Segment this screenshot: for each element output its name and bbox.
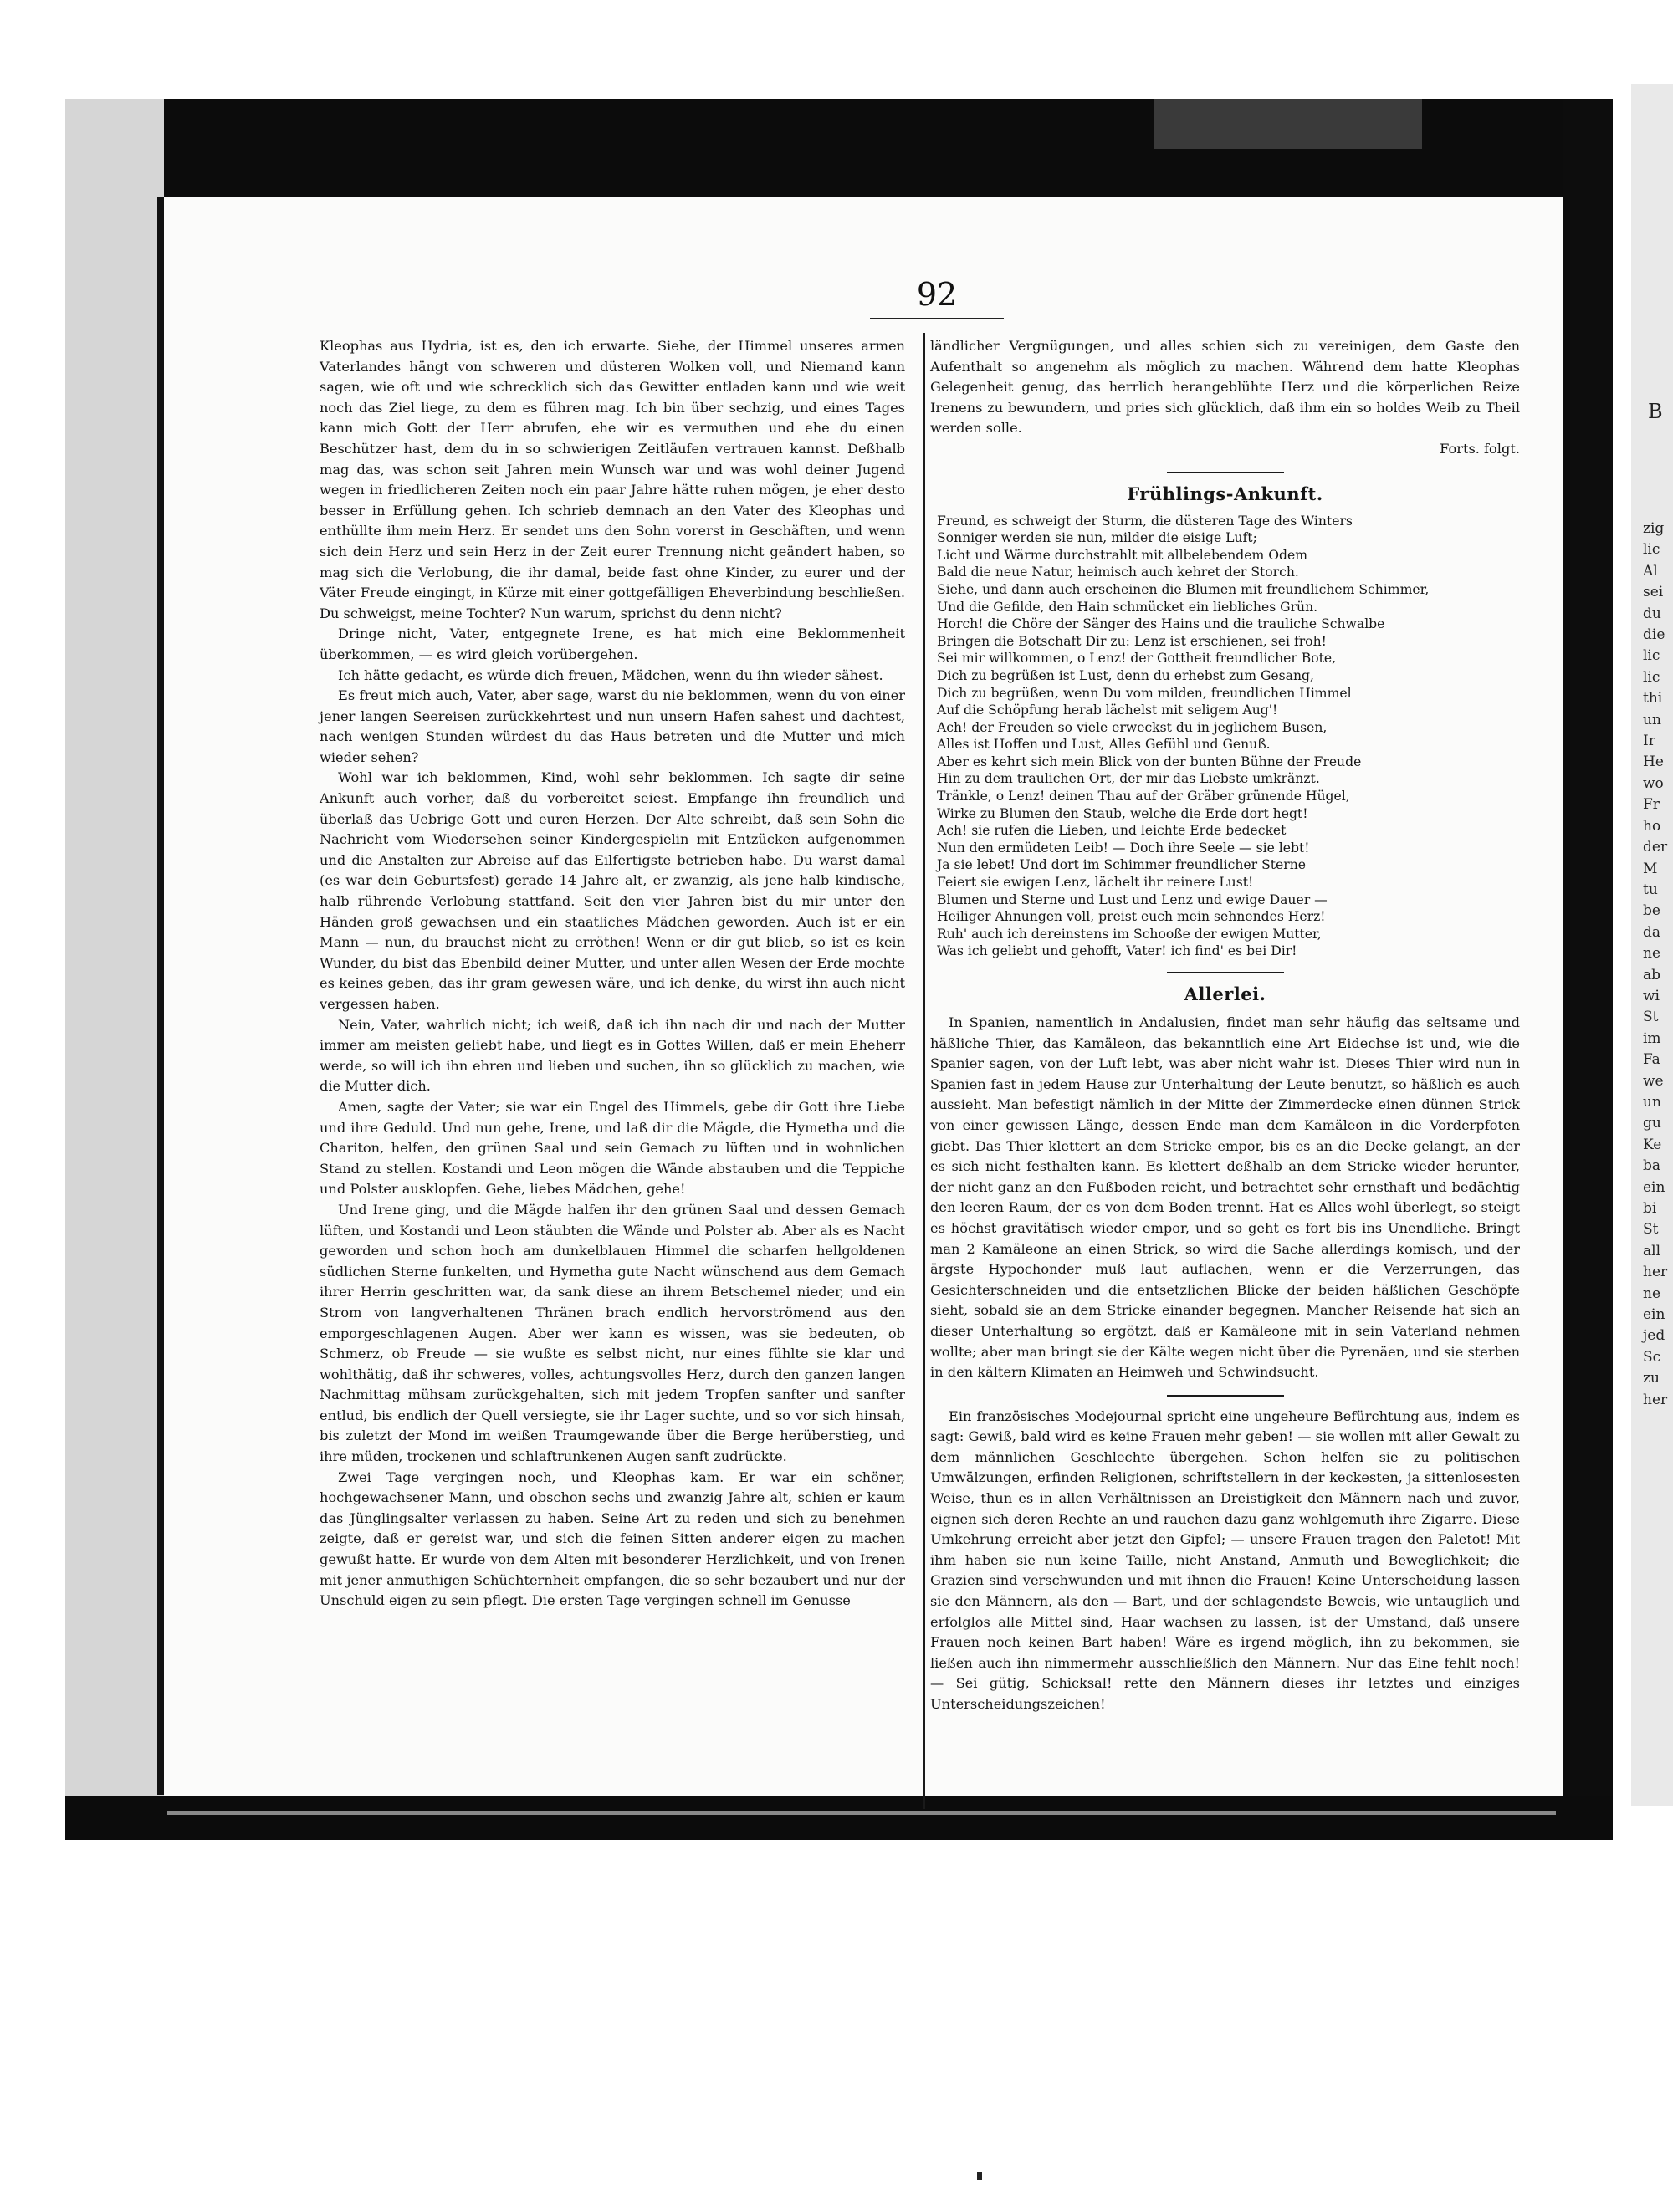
fragment-line: tu [1643,881,1658,898]
next-page-text-fragment [1643,519,1673,1411]
paragraph: ländlicher Vergnügungen, und alles schien sich zu vereinigen, dem Gaste den Aufenthalt so angenehm als möglich zu machen. Während dem hatte Kleophas Gelegenheit genug, das herrlich herangeblühte Herz und die körperlichen Reize Irenens zu bewundern, und pries sich glücklich, daß ihm ein so holdes Weib zu Theil werden solle. [930,338,1520,437]
poem-line: Was ich geliebt und gehofft, Vater! ich find' es bei Dir! [937,943,1297,959]
section-divider [1167,972,1284,973]
miscellany-title: Allerlei. [1184,983,1266,1004]
fragment-line: wo [1643,774,1664,792]
scan-border-top-shade [1154,99,1422,149]
fragment-line: Ir [1643,733,1655,750]
poem-line: Nun den ermüdeten Leib! — Doch ihre Seele — sie lebt! [937,840,1310,856]
page-left-edge [157,197,164,1795]
fragment-line: Ke [1643,1136,1662,1153]
paragraph: Und Irene ging, und die Mägde halfen ihr den grünen Saal und dessen Gemach lüften, und Kostandi und Leon stäubten die Wände und Polster ab. Aber als es Nacht geworden und schon hoch am dunkelblauen Himmel die scharfen hellgoldenen südlichen Sterne funkelten, und Hymetha gute Nacht wünschend aus dem Gemach ihrer Herrin geschritten war, da sank diese an ihrem Betschemel nieder, und ein Strom von langverhaltenen Thränen brach endlich hervorströmend aus den emporgeschlagenen Augen. Aber wer kann es wissen, was sie bedeuten, ob Schmerz, ob Freude — sie wußte es selbst nicht, nur eines fühlte sie klar und wohlthätig, daß ihr schweres, volles, achtungsvolles Herz, durch den ganzen langen Nachmittag mühsam zurückgehalten, sich mit jedem Tropfen sanfter und sanfter entlud, bis endlich der Quell versiegte, sie ihr Lager suchte, und so vor sich hinsah, bis zuletzt der Mond im weißen Traumgewande über die Berge herüberstieg, und ihre müden, trockenen und schlaftrunkenen Augen sanft zudrückte. [320,1201,905,1465]
poem-line: Freund, es schweigt der Sturm, die düsteren Tage des Winters [937,513,1353,529]
poem-line: Horch! die Chöre der Sänger des Hains und die trauliche Schwalbe [937,616,1385,632]
poem-line: Licht und Wärme durchstrahlt mit allbelebendem Odem [937,547,1307,563]
poem-line: Ruh' auch ich dereinstens im Schooße der ewigen Mutter, [937,926,1322,942]
poem-line: Tränkle, o Lenz! deinen Thau auf der Gräber grünende Hügel, [937,789,1350,805]
fragment-line: zig [1643,520,1665,537]
fragment-line: Sc [1643,1348,1661,1366]
fragment-line: die [1643,626,1665,644]
miscellany-text [930,1407,1520,1715]
fragment-line: ba [1643,1157,1661,1175]
paragraph: Zwei Tage vergingen noch, und Kleophas kam. Er war ein schöner, hochgewachsener Mann, und obschon sechs und zwanzig Jahre alt, schien er kaum das Jünglingsalter verlassen zu haben. Seine Art zu reden und sich zu benehmen zeigte, daß er gereist war, und sich die feinen Sitten anderer eigen zu machen gewußt hatte. Er wurde von dem Alten mit besonderer Herzlichkeit, und von Irenen mit jener anmuthigen Schüchternheit empfangen, die so sehr bezaubert und nur der Unschuld eigen zu sein pflegt. Die ersten Tage vergingen schnell im Genusse [320,1469,905,1609]
fragment-line: bi [1643,1200,1657,1217]
fragment-line: ein [1643,1178,1665,1196]
poem-line: Feiert sie ewigen Lenz, lächelt ihr reinere Lust! [937,875,1254,891]
fragment-line: da [1643,923,1661,941]
fragment-line: Fa [1643,1051,1660,1069]
fragment-line: du [1643,605,1661,622]
fragment-line: lic [1643,541,1660,559]
poem-line: Hin zu dem traulichen Ort, der mir das Liebste umkränzt. [937,771,1320,787]
paragraph: Es freut mich auch, Vater, aber sage, warst du nie beklommen, wenn du von einer jener langen Seereisen zurückkehrtest und nun unsern Hafen sahest und dachtest, nach wenigen Stunden würdest du das Haus betreten und die Mutter und mich wieder sehen? [320,687,905,765]
poem-line: Auf die Schöpfung herab lächelst mit seligem Aug'! [937,702,1278,718]
page-number: 92 [916,276,958,313]
poem-line: Heiliger Ahnungen voll, preist euch mein sehnendes Herz! [937,909,1326,925]
fragment-line: un [1643,711,1661,728]
poem-line: Siehe, und dann auch erscheinen die Blumen mit freundlichem Schimmer, [937,581,1430,597]
fragment-line: gu [1643,1115,1661,1132]
poem-line: Ach! der Freuden so viele erweckst du in jeglichem Busen, [937,719,1328,735]
miscellany-text [930,1013,1520,1383]
fragment-line: wi [1643,987,1660,1004]
fragment-line: ne [1643,945,1661,963]
poem-line: Bringen die Botschaft Dir zu: Lenz ist erschienen, sei froh! [937,633,1327,649]
paragraph: In Spanien, namentlich in Andalusien, findet man sehr häufig das seltsame und häßliche Thier, das Kamäleon, das bekanntlich eine Art Eidechse ist und, wie die Spanier sagen, von der Luft lebt, was aber nicht wahr ist. Dieses Thier wird nun in Spanien fast in jedem Hause zur Unterhaltung der Leute benutzt, so häßlich es auch aussieht. Man befestigt nämlich in der Mitte der Zimmerdecke einen dünnen Strick von einer gewissen Länge, dessen Ende man dem Kamäleon in die Vorderpfoten giebt. Das Thier klettert an dem Stricke empor, bis es an die Decke gelangt, an der es sich nicht festhalten kann. Es klettert deßhalb an dem Stricke wieder herunter, der nicht ganz an den Fußboden reicht, und betrachtet sehr ernsthaft und bedächtig den leeren Raum, der es von dem Boden trennt. Hat es Alles wohl überlegt, so steigt es höchst gravitätisch wieder empor, und so geht es fort bis ins Unendliche. Bringt man 2 Kamäleone an einen Strick, so wird die Sache allerdings komisch, und der ärgste Hypochonder muß laut auflachen, wenn er die Verzerrungen, das Gesichterschneiden und die entsetzlichen Blicke der beiden häßlichen Geschöpfe sieht, sobald sie an dem Stricke einander begegnen. Mancher Reisende hat sich an dieser Unterhaltung so ergötzt, daß er Kamäleone mit in sein Vaterland nehmen wollte; aber man bringt sie der Kälte wegen nicht über die Pyrenäen, und sie sterben in den kältern Klimaten an Heimweh und Schwindsucht. [930,1014,1520,1381]
poem-line: Und die Gefilde, den Hain schmücket ein liebliches Grün. [937,599,1318,615]
fragment-line: He [1643,754,1664,771]
paragraph: Wohl war ich beklommen, Kind, wohl sehr beklommen. Ich sagte dir seine Ankunft auch vorher, daß du vorbereitet seiest. Empfange ihn freundlich und überlaß das Uebrige Gott und euren Herzen. Der Alte schreibt, daß sein Sohn die Nachricht vom Wiedersehen seiner Kindergespielin mit Entzücken aufgenommen und die Anstalten zur Abreise auf das Eilfertigste betrieben habe. Du warst damal (es war dein Geburtsfest) gerade 14 Jahre alt, er zwanzig, als jene halb kindische, halb rührende Verlobung stattfand. Seit den vier Jahren bist du mir unter den Händen groß gewachsen und ein staatliches Mädchen geworden. Auch ist er ein Mann — nun, du brauchst nicht zu erröthen! Wenn er dir gut blieb, so ist es kein Wunder, du bist das Ebenbild deiner Mutter, und unter allen Wesen der Erde mochte es keines geben, das ihr gram gewesen wäre, und ich denke, du wirst ihn auch nicht vergessen haben. [320,769,905,1012]
poem-line: Sei mir willkommen, o Lenz! der Gottheit freundlicher Bote, [937,651,1337,667]
fragment-line: ho [1643,817,1661,835]
fragment-line: jed [1643,1327,1665,1345]
to-be-continued-note: Forts. folgt. [1440,440,1520,457]
scan-left-margin [65,99,164,1796]
paragraph: Dringe nicht, Vater, entgegnete Irene, es hat mich eine Beklommenheit überkommen, — es wird gleich vorübergehen. [320,626,905,662]
story-continuation [930,336,1520,460]
poem-line: Wirke zu Blumen den Staub, welche die Erde dort hegt! [937,805,1308,821]
paragraph: Ich hätte gedacht, es würde dich freuen, Mädchen, wenn du ihn wieder sähest. [338,667,883,683]
column-divider [923,333,925,1809]
fragment-line: un [1643,1093,1661,1111]
fragment-line: be [1643,902,1660,920]
paragraph: Amen, sagte der Vater; sie war ein Engel des Himmels, gebe dir Gott ihre Liebe und ihre Geduld. Und nun gehe, Irene, und laß dir die Mägde, die Hymetha und die Chariton, helfen, den grünen Saal und sein Gemach zu lüften und in wohnlichen Stand zu stellen. Kostandi und Leon mögen die Wände abstauben und die Teppiche und Polster ausklopfen. Gehe, liebes Mädchen, gehe! [320,1098,905,1198]
fragment-line: Al [1643,562,1658,580]
scan-border-right [1563,99,1613,1838]
paragraph: Nein, Vater, wahrlich nicht; ich weiß, daß ich ihn nach dir und nach der Mutter immer am meisten geliebt habe, und liegt es in Gottes Willen, daß er mein Eheherr werde, so will ich ihn ehren und lieben und suchen, ihn so glücklich zu machen, wie die Mutter dich. [320,1016,905,1095]
fragment-line: we [1643,1072,1664,1090]
page-number-underline [870,318,1004,319]
fragment-line: her [1643,1391,1668,1408]
poem-line: Dich zu begrüßen, wenn Du vom milden, freundlichen Himmel [937,685,1352,701]
paragraph: Kleophas aus Hydria, ist es, den ich erwarte. Siehe, der Himmel unseres armen Vaterlandes hängt von schweren und düsteren Wolken voll, und Niemand kann sagen, wie oft und wie schrecklich sich das Gewitter entladen kann und wie weit noch das Ziel liege, zu dem es führen mag. Ich bin über sechzig, und eines Tages kann mich Gott der Herr abrufen, ehe wir es vermuthen und ehe du einen Beschützer hast, dem du in so schwierigen Zeitläufen vertrauen kannst. Deßhalb mag das, was schon seit Jahren mein Wunsch war und was wohl deiner Jugend wegen in friedlicheren Zeiten noch ein paar Jahre hätte ruhen mögen, je eher desto besser in Erfüllung gehen. Ich schrieb demnach an den Vater des Kleophas und enthüllte ihm mein Herz. Er sendet uns den Sohn vorerst in Geschäften, und wenn sich dein Herz und sein Herz in der Zeit eurer Trennung nicht geändert haben, so mag sich die Verlobung, die ihr damal, beide fast ohne Kinder, zu eurer und der Väter Freude eingingt, in Kürze mit einer gottgefälligen Eheverbindung beschließen. Du schweigst, meine Tochter? Nun warum, sprichst du denn nicht? [320,338,905,621]
scan-speck [977,2172,982,2180]
fragment-line: sei [1643,584,1664,601]
fragment-line: St [1643,1221,1659,1239]
scan-border-bottom [65,1796,1613,1840]
fragment-line: her [1643,1264,1668,1281]
poem-line: Alles ist Hoffen und Lust, Alles Gefühl und Genuß. [937,737,1271,753]
poem-line: Ach! sie rufen die Lieben, und leichte Erde bedecket [937,823,1287,839]
next-page-heading-fragment: B [1648,400,1663,423]
poem-title: Frühlings-Ankunft. [1127,483,1323,504]
fragment-line: lic [1643,668,1660,686]
fragment-line: lic [1643,647,1660,665]
poem-line: Ja sie lebet! Und dort im Schimmer freundlicher Sterne [937,857,1306,873]
scan-gutter [1613,151,1631,1815]
poem-line: Blumen und Sterne und Lust und Lenz und ewige Dauer — [937,891,1328,907]
fragment-line: thi [1643,690,1663,708]
fragment-line: zu [1643,1370,1660,1387]
poem-line: Bald die neue Natur, heimisch auch kehret der Storch. [937,564,1299,580]
page-bottom-rule [167,1811,1556,1815]
fragment-line: der [1643,839,1668,856]
section-divider [1167,1395,1284,1397]
fragment-line: Fr [1643,796,1660,814]
poem-body [930,513,1520,960]
fragment-line: M [1643,860,1658,877]
right-column [930,336,1520,1715]
fragment-line: ein [1643,1306,1665,1324]
left-column [320,336,905,1612]
fragment-line: ab [1643,966,1661,983]
fragment-line: all [1643,1242,1661,1259]
poem-line: Sonniger werden sie nun, milder die eisige Luft; [937,530,1257,546]
section-divider [1167,472,1284,473]
fragment-line: ne [1643,1285,1661,1302]
fragment-line: im [1643,1029,1661,1047]
fragment-line: St [1643,1009,1659,1026]
poem-line: Aber es kehrt sich mein Blick von der bunten Bühne der Freude [937,754,1362,769]
poem-line: Dich zu begrüßen ist Lust, denn du erhebst zum Gesang, [937,667,1314,683]
story-text [320,336,905,1612]
paragraph: Ein französisches Modejournal spricht eine ungeheure Befürchtung aus, indem es sagt: Gewiß, bald wird es keine Frauen mehr geben! — sie wollen mit aller Gewalt zu dem männlichen Geschlechte übergehen. Schon helfen sie zu politischen Umwälzungen, erfinden Religionen, schriftstellern in der keckesten, ja sittenlosesten Weise, thun es in allen Verhältnissen an Dreistigkeit den Männern nach und zuvor, eignen sich deren Rechte an und rauchen dazu ganz wohlgemuth ihre Zigarre. Diese Umkehrung erreicht aber jetzt den Gipfel; — unsere Frauen tragen den Paletot! Mit ihm haben sie nun keine Taille, nicht Anstand, Anmuth und Beweglichkeit; die Grazien sind verschwunden und mit ihnen die Frauen! Keine Unterscheidung lassen sie den Männern, als den — Bart, und der schlagendste Beweis, wie untauglich und erfolglos alle Mittel sind, Haar wachsen zu lassen, ist der Umstand, daß unsere Frauen noch keinen Bart haben! Wäre es irgend möglich, ihn zu bekommen, sie ließen auch ihn nimmermehr ausschließlich den Männern. Nur das Eine fehlt noch! — Sei gütig, Schicksal! rette den Männern dieses ihr letztes und einziges Unterscheidungszeichen! [930,1407,1520,1712]
